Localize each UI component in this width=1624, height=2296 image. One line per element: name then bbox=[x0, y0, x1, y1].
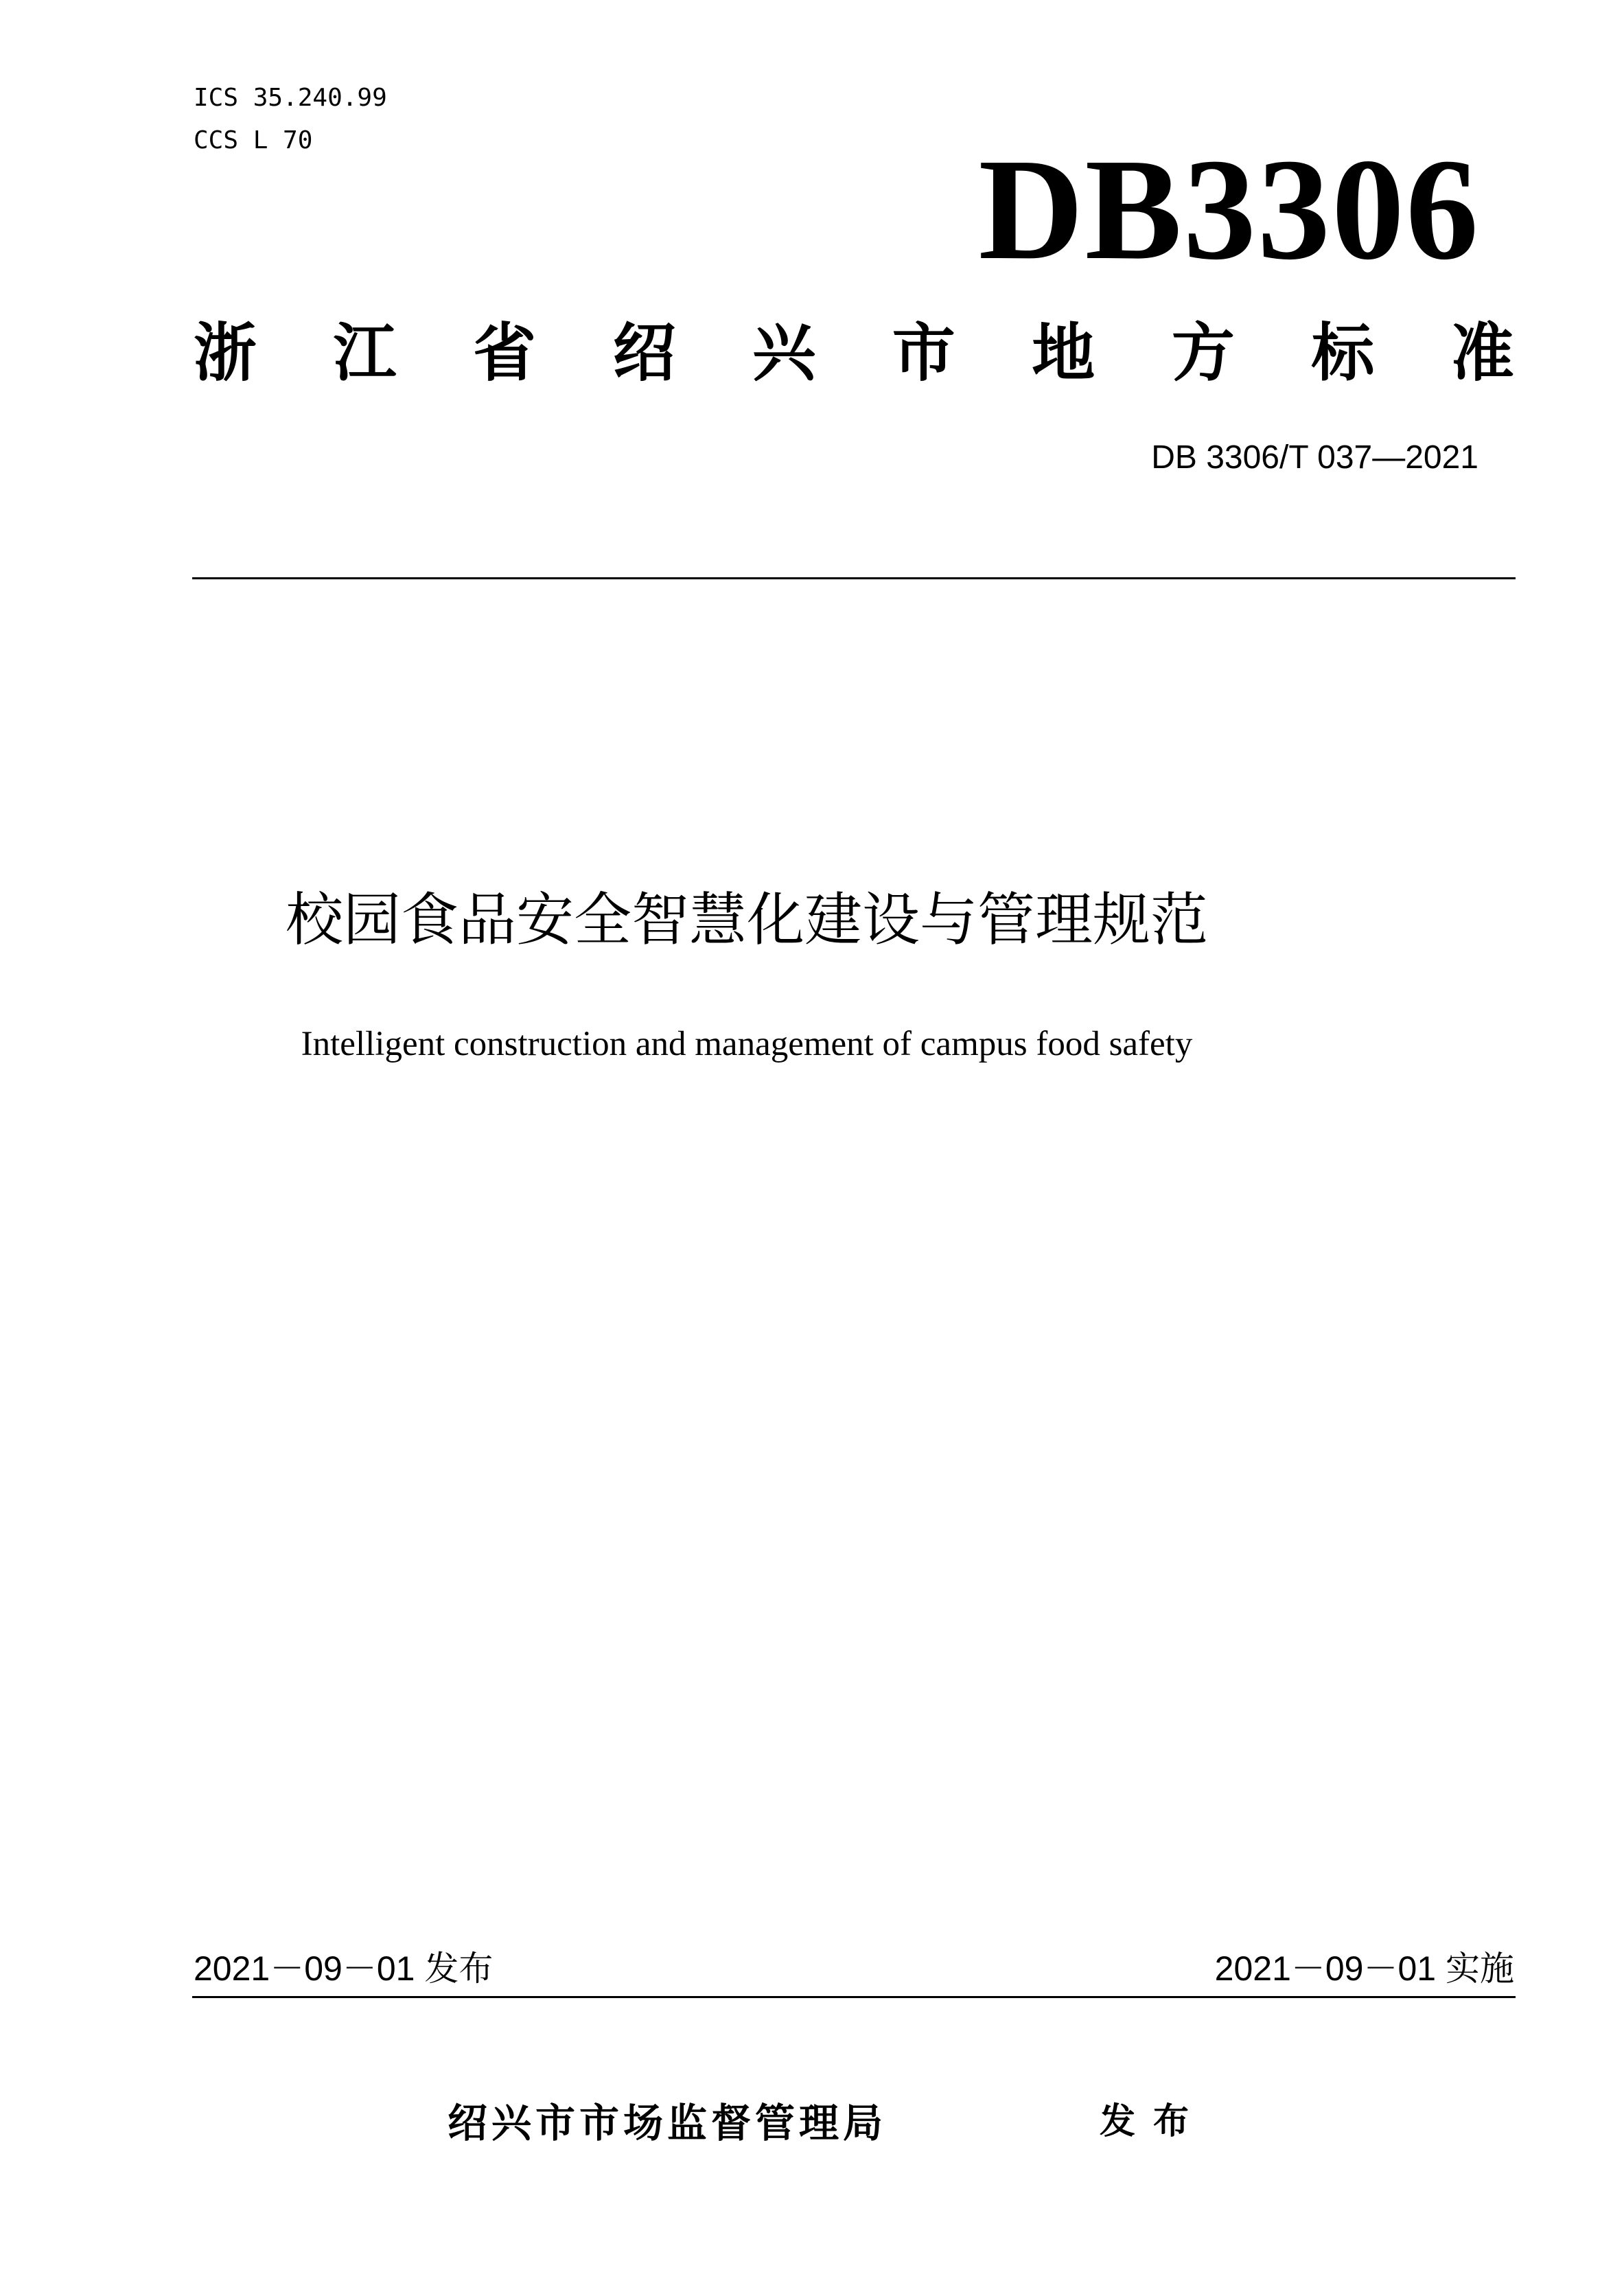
ccs-code: CCS L 70 bbox=[194, 126, 313, 154]
standard-type-char: 市 bbox=[892, 316, 955, 390]
standard-type-char: 绍 bbox=[612, 316, 676, 390]
standard-number: DB 3306/T 037—2021 bbox=[1151, 439, 1478, 476]
standard-type-char: 准 bbox=[1450, 316, 1514, 390]
standard-code: DB3306 bbox=[978, 128, 1480, 290]
publish-label: 发布 bbox=[1100, 2101, 1207, 2142]
ics-code: ICS 35.240.99 bbox=[194, 84, 387, 112]
standard-type-char: 浙 bbox=[194, 316, 257, 390]
document-title-chinese: 校园食品安全智慧化建设与管理规范 bbox=[285, 886, 1208, 953]
standard-type-char: 兴 bbox=[752, 316, 816, 390]
header-divider bbox=[192, 577, 1516, 579]
standard-type-char: 地 bbox=[1032, 316, 1095, 390]
implementation-date: 2021－09－01 实施 bbox=[1214, 1949, 1514, 1988]
standard-type-char: 省 bbox=[473, 316, 537, 390]
standard-type-char: 江 bbox=[333, 316, 397, 390]
issue-date: 2021－09－01 发布 bbox=[194, 1949, 494, 1988]
standard-type-char: 方 bbox=[1171, 316, 1235, 390]
standard-type-title bbox=[194, 316, 1514, 391]
publisher-name: 绍兴市市场监督管理局 bbox=[448, 2100, 888, 2146]
standard-type-char: 标 bbox=[1311, 316, 1375, 390]
document-title-english: Intelligent construction and management of campus food safety bbox=[301, 1025, 1193, 1063]
footer-divider bbox=[192, 1996, 1516, 1998]
